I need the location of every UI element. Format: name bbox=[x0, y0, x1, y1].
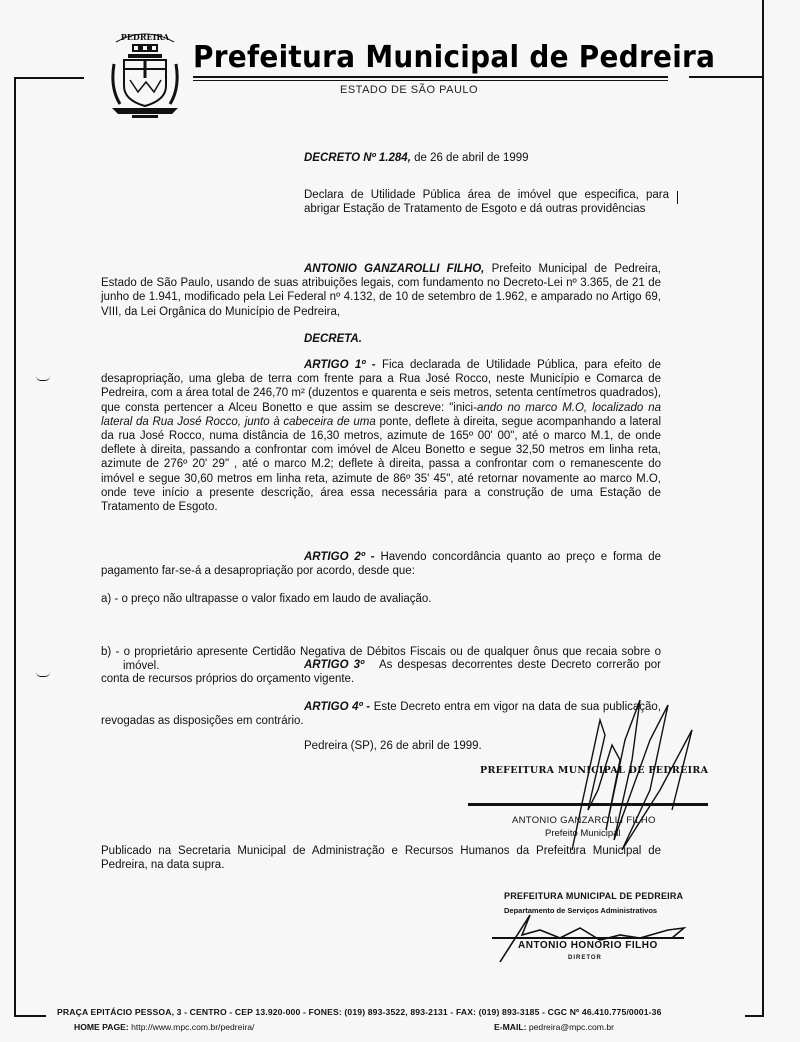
article-3-text: As despesas decorrentes deste Decreto correrão por conta de recursos próprios do orçamento vigente. bbox=[101, 659, 665, 686]
decree-number: DECRETO Nº 1.284, bbox=[304, 152, 411, 164]
article-1-text-italic: ando no marco M.O, localizado na lateral da Rua José Rocco, junto à cabeceira de uma bbox=[101, 401, 662, 428]
margin-tick bbox=[36, 672, 50, 677]
publication-note: Publicado na Secretaria Municipal de Administração e Recursos Humanos da Prefeitura Municipal de Pedreira, na data supra. bbox=[101, 845, 661, 872]
mayor-name: ANTONIO GANZAROLLI FILHO, bbox=[304, 263, 485, 275]
article-2-item-b-text: b) - o proprietário apresente Certidão Negativa de Débitos Fiscais ou de qualquer ônus que recaia sobre o imóvel. bbox=[101, 646, 661, 673]
publication-stamp-department: Departamento de Serviços Administrativos bbox=[504, 906, 658, 915]
footer-homepage bbox=[74, 1022, 254, 1032]
article-1 bbox=[101, 358, 661, 514]
svg-text:PEDREIRA: PEDREIRA bbox=[120, 32, 170, 42]
footer-email bbox=[494, 1022, 614, 1032]
decreta-heading bbox=[304, 332, 362, 346]
decree-date: de 26 de abril de 1999 bbox=[410, 152, 529, 164]
title-underline bbox=[193, 76, 668, 78]
page-border-top-right bbox=[689, 76, 764, 78]
signer-role: Prefeito Municipal bbox=[545, 828, 621, 839]
publication-stamp-name: ANTONIO HONORIO FILHO bbox=[518, 940, 658, 951]
municipal-coat-of-arms-icon bbox=[106, 28, 184, 120]
article-4 bbox=[101, 700, 661, 728]
article-2 bbox=[101, 550, 661, 578]
margin-mark bbox=[677, 191, 678, 204]
article-4-text: Este Decreto entra em vigor na data de sua publicação, revogadas as disposições em contrário. bbox=[101, 701, 662, 728]
place-date: Pedreira (SP), 26 de abril de 1999. bbox=[304, 740, 482, 752]
email-label: E-MAIL: bbox=[494, 1022, 527, 1032]
article-3 bbox=[101, 658, 665, 686]
publication-stamp-org: PREFEITURA MUNICIPAL DE PEDREIRA bbox=[504, 891, 684, 901]
page-border-left bbox=[14, 77, 16, 1017]
article-2-text: Havendo concordância quanto ao preço e forma de pagamento far-se-á a desapropriação por acordo, desde que: bbox=[101, 551, 661, 578]
signature-line bbox=[468, 803, 708, 806]
publication-stamp-role: DIRETOR bbox=[568, 955, 602, 961]
homepage-label: HOME PAGE: bbox=[74, 1022, 129, 1032]
page-border-top-left bbox=[14, 77, 84, 79]
article-3-label: ARTIGO 3º bbox=[304, 659, 365, 671]
letterhead-state: ESTADO DE SÃO PAULO bbox=[340, 84, 479, 96]
footer-address: PRAÇA EPITÁCIO PESSOA, 3 - CENTRO - CEP 13.920-000 - FONES: (019) 893-3522, 893-2131 - FAX: (019) 893-3185 - CGC Nº 46.410.775/0001-36 bbox=[57, 1007, 662, 1017]
email-link[interactable]: pedreira@mpc.com.br bbox=[526, 1022, 614, 1032]
page-border-right bbox=[762, 0, 764, 1017]
article-2-item-a: a) - o preço não ultrapasse o valor fixado em laudo de avaliação. bbox=[101, 593, 432, 605]
article-2-label: ARTIGO 2º - bbox=[304, 551, 375, 563]
preamble bbox=[101, 262, 661, 319]
letterhead-title: Prefeitura Municipal de Pedreira bbox=[193, 40, 716, 75]
page-border-bottom-right bbox=[745, 1015, 764, 1017]
homepage-link[interactable]: http://www.mpc.com.br/pedreira/ bbox=[128, 1022, 255, 1032]
page-border-bottom-left bbox=[14, 1015, 46, 1017]
decreta-label: DECRETA. bbox=[304, 333, 362, 345]
preamble-text: Prefeito Municipal de Pedreira, Estado de São Paulo, usando de suas atribuições legais, com fundamento no Decreto-Lei nº 3.365, de 21 de junho de 1.941, modificado pela Lei Federal nº 4.132, de 10 de setembro de 1.962, e amparado no Artigo 69, VIII, da Lei Orgânica do Município de Pedreira, bbox=[101, 263, 661, 318]
article-4-label: ARTIGO 4º - bbox=[304, 701, 371, 713]
signature-stamp: PREFEITURA MUNICIPAL DE PEDREIRA bbox=[480, 765, 709, 776]
article-1-label: ARTIGO 1º - bbox=[304, 359, 376, 371]
article-1-text-b: ponte, deflete à direita, segue acompanhando a lateral da rua José Rocco, numa distância de 16,30 metros, azimute de 165º 00' 00", até o marco M.1, de onde deflete à direita, passando a confrontar com imóvel de Alceu Bonetto e segue 32,50 metros em linha reta, azimute de 276º 20' 29" , até o marco M.2; deflete à direita, passa a confrontar com o remanescente do imóvel e segue 30,60 metros em linha reta, azimute de 86º 35' 45", até retornar novamente ao marco M.O, onde teve início a presente descrição, área essa necessária para a construção de uma Estação de Tratamento de Esgoto. bbox=[101, 415, 661, 514]
margin-tick bbox=[36, 376, 50, 381]
article-1-text-a: Fica declarada de Utilidade Pública, para efeito de desapropriação, uma gleba de terra com frente para a Rua José Rocco, neste Município e Comarca de Pedreira, com a área total de 246,70 m² (duzentos e quarenta e seis metros, setenta centímetros quadrados), que consta pertencer a Alceu Bonetto e que assim se descreve: "inici- bbox=[101, 359, 661, 414]
publication-signature-line bbox=[492, 937, 684, 939]
decree-heading bbox=[304, 152, 529, 164]
decree-ementa: Declara de Utilidade Pública área de imóvel que especifica, para abrigar Estação de Tratamento de Esgoto e dá outras providências bbox=[304, 189, 669, 216]
signer-name: ANTONIO GANZAROLLI FILHO bbox=[512, 815, 656, 826]
title-underline-thin bbox=[193, 80, 668, 81]
